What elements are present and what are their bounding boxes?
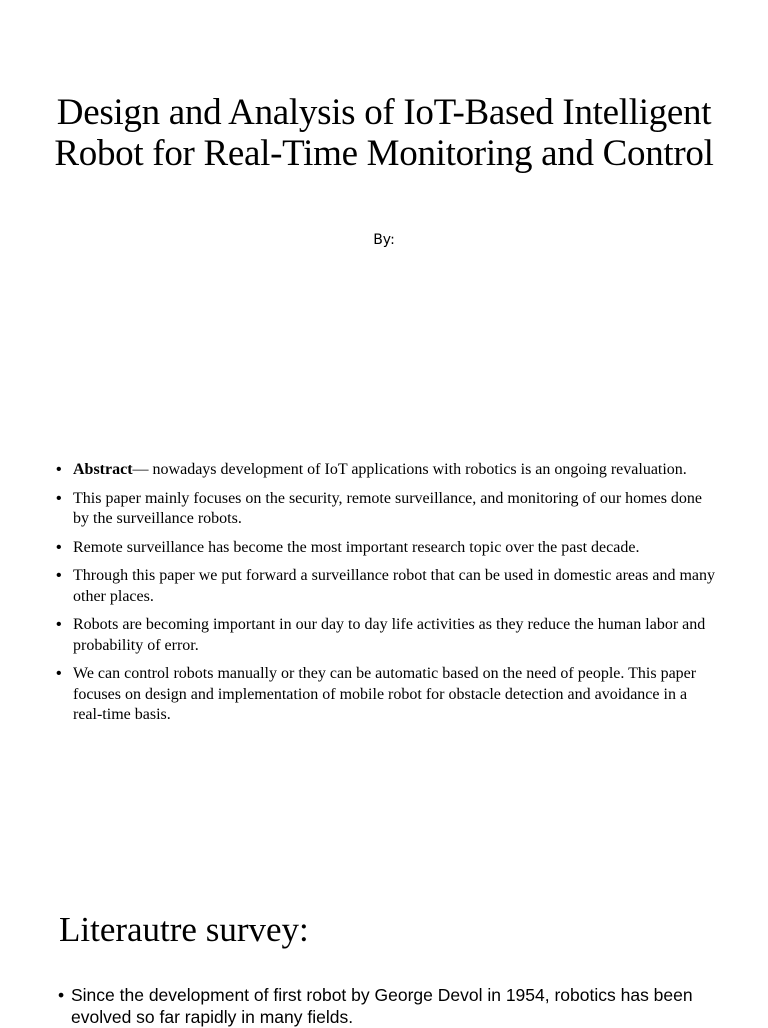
- abstract-label: Abstract: [73, 461, 133, 478]
- bullet-icon: •: [58, 985, 65, 1005]
- list-item: [56, 460, 716, 481]
- literature-survey-slide: [0, 880, 768, 1027]
- list-item: [56, 566, 716, 607]
- bullet-text: Through this paper we put forward a surveillance robot that can be used in domestic areas and many other places.: [73, 567, 716, 605]
- list-item: [56, 538, 716, 559]
- bullet-icon: •: [56, 567, 62, 584]
- bullet-text: We can control robots manually or they can be automatic based on the need of people. This paper focuses on design and implementation of mobile robot for obstacle detection and avoidance in a real-time basis.: [73, 665, 697, 723]
- bullet-text: — nowadays development of IoT applications with robotics is an ongoing revaluation.: [132, 461, 687, 478]
- literature-bullet-list: [58, 984, 738, 1028]
- presentation-title: Design and Analysis of IoT-Based Intelligent Robot for Real-Time Monitoring and Control: [54, 92, 714, 174]
- list-item: [56, 664, 716, 726]
- bullet-icon: •: [56, 538, 62, 556]
- section-title: Literautre survey:: [59, 910, 309, 949]
- bullet-icon: •: [56, 489, 62, 507]
- list-item: [56, 615, 716, 656]
- bullet-icon: •: [56, 665, 62, 682]
- bullet-text: Robots are becoming important in our day to day life activities as they reduce the human labor and probability of error.: [73, 616, 706, 654]
- list-item: [56, 489, 716, 530]
- abstract-slide: [0, 440, 768, 880]
- abstract-bullet-list: [56, 460, 716, 734]
- bullet-text: This paper mainly focuses on the security, remote surveillance, and monitoring of our homes done by the surveillance robots.: [73, 489, 703, 527]
- list-item: [58, 984, 738, 1028]
- title-slide: [0, 0, 768, 440]
- bullet-text: Since the development of first robot by George Devol in 1954, robotics has been evolved so far rapidly in many fields.: [71, 985, 693, 1027]
- byline: By:: [373, 232, 395, 248]
- bullet-text: Remote surveillance has become the most important research topic over the past decade.: [73, 538, 640, 556]
- bullet-icon: •: [56, 616, 62, 633]
- bullet-icon: •: [56, 461, 62, 478]
